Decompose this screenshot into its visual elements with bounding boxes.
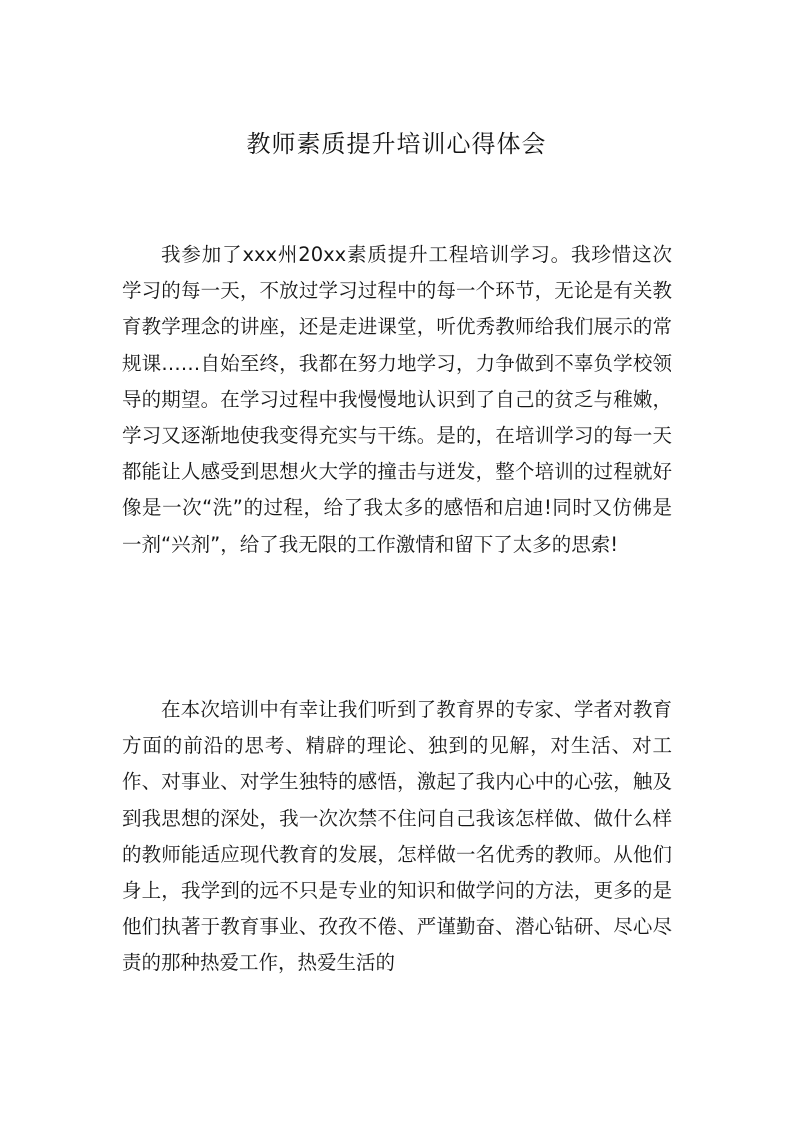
- document-title: 教师素质提升培训心得体会: [246, 130, 547, 158]
- paragraph-2: 在本次培训中有幸让我们听到了教育界的专家、学者对教育方面的前沿的思考、精辟的理论、独到的见解，对生活、对工作、对事业、对学生独特的感悟，激起了我内心中的心弦，触及到我思想的深处，我一次次禁不住问自己我该怎样做、做什么样的教师能适应现代教育的发展，怎样做一名优秀的教师。从他们身上，我学到的远不只是专业的知识和做学问的方法，更多的是他们执著于教育事业、孜孜不倦、严谨勤奋、潜心钻研、尽心尽责的那种热爱工作，热爱生活的: [122, 698, 672, 975]
- paragraph-1: 我参加了xxx州20xx素质提升工程培训学习。我珍惜这次学习的每一天，不放过学习过程中的每一个环节，无论是有关教育教学理念的讲座，还是走进课堂，听优秀教师给我们展示的常规课……自始至终，我都在努力地学习，力争做到不辜负学校领导的期望。在学习过程中我慢慢地认识到了自己的贫乏与稚嫩，学习又逐渐地使我变得充实与干练。是的，在培训学习的每一天都能让人感受到思想火大学的撞击与迸发，整个培训的过程就好像是一次“洗”的过程，给了我太多的感悟和启迪!同时又仿佛是一剂“兴剂”，给了我无限的工作激情和留下了太多的思索!: [122, 243, 672, 556]
